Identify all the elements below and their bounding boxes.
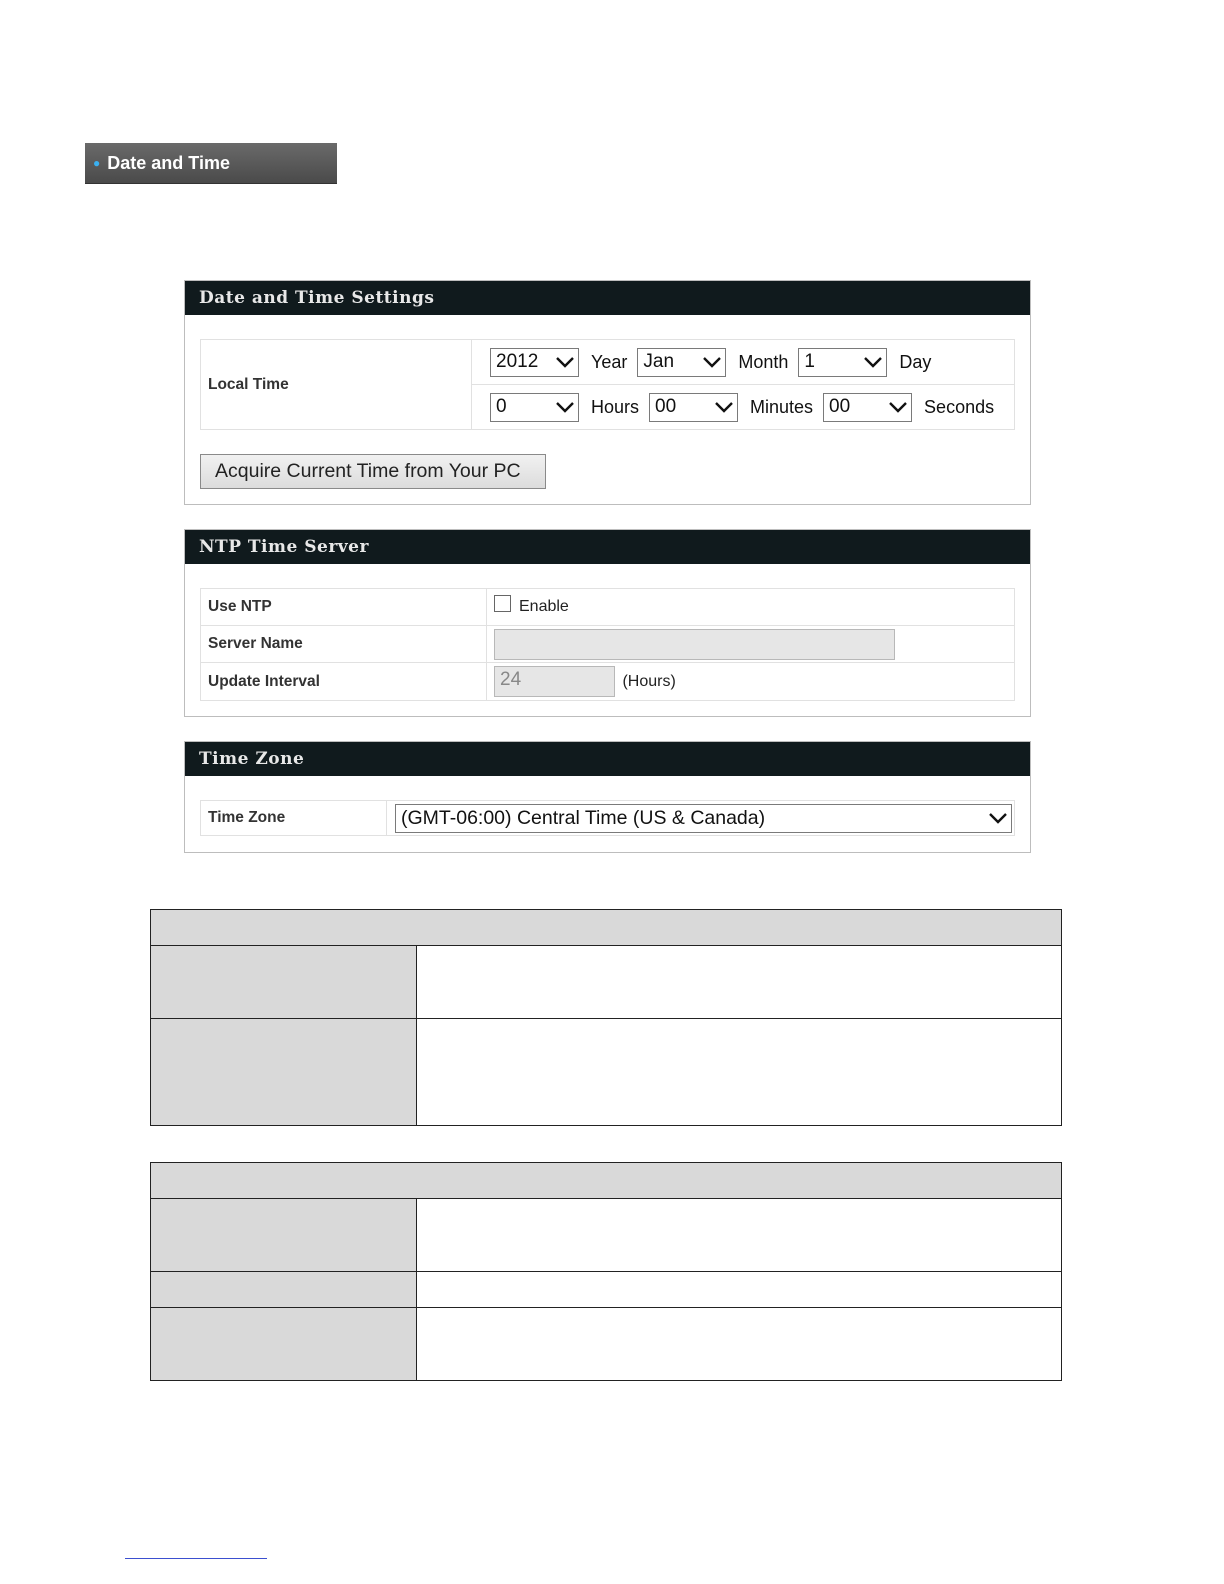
checkbox-icon[interactable] (494, 595, 511, 612)
table-header-row (151, 910, 1062, 946)
ntp-table (200, 588, 1015, 701)
day-select[interactable] (798, 348, 887, 377)
minutes-select[interactable] (649, 393, 738, 422)
table-row-value (417, 1308, 1062, 1381)
time-zone-select[interactable] (395, 804, 1012, 833)
day-unit: Day (899, 351, 932, 372)
year-value: 2012 (496, 351, 539, 372)
update-interval-unit: (Hours) (622, 672, 676, 690)
nav-tab-label: Date and Time (107, 152, 230, 173)
use-ntp-cell (487, 589, 1015, 626)
ntp-time-server-panel (184, 529, 1031, 717)
time-row (472, 385, 1015, 430)
panel-header: Time Zone (185, 742, 1030, 776)
table-row-value (417, 946, 1062, 1019)
chevron-down-icon (703, 356, 721, 368)
table-row-value (417, 1272, 1062, 1308)
local-time-table (200, 339, 1015, 430)
local-time-label: Local Time (201, 340, 472, 430)
table-row-key (151, 1308, 417, 1381)
year-select[interactable] (490, 348, 579, 377)
nav-tab-date-and-time[interactable] (85, 143, 337, 184)
chevron-down-icon (989, 812, 1007, 824)
bullet-icon: ● (93, 156, 101, 170)
date-row (472, 340, 1015, 385)
use-ntp-label: Use NTP (201, 589, 487, 626)
time-zone-value: (GMT-06:00) Central Time (US & Canada) (401, 806, 766, 829)
time-zone-table (200, 800, 1015, 836)
hours-value: 0 (496, 396, 507, 417)
seconds-value: 00 (829, 396, 851, 417)
hours-unit: Hours (591, 396, 640, 417)
date-time-settings-panel (184, 280, 1031, 505)
update-interval-cell (487, 663, 1015, 701)
day-value: 1 (804, 351, 815, 372)
minutes-value: 00 (655, 396, 677, 417)
year-unit: Year (591, 351, 628, 372)
time-zone-panel (184, 741, 1031, 853)
acquire-time-button[interactable]: Acquire Current Time from Your PC (200, 454, 546, 489)
chevron-down-icon (556, 356, 574, 368)
month-select[interactable] (637, 348, 726, 377)
update-interval-label: Update Interval (201, 663, 487, 701)
enable-label: Enable (519, 597, 569, 615)
table-header-row (151, 1163, 1062, 1199)
update-interval-input[interactable]: 24 (494, 666, 615, 697)
month-value: Jan (643, 351, 675, 372)
chevron-down-icon (889, 401, 907, 413)
table-row-value (417, 1199, 1062, 1272)
seconds-unit: Seconds (924, 396, 995, 417)
footer-divider (125, 1558, 267, 1559)
description-table-1 (150, 909, 1062, 1126)
description-table-2 (150, 1162, 1062, 1381)
panel-header: Date and Time Settings (185, 281, 1030, 315)
table-row-key (151, 1019, 417, 1126)
chevron-down-icon (864, 356, 882, 368)
server-name-input[interactable] (494, 629, 895, 660)
table-row-key (151, 946, 417, 1019)
hours-select[interactable] (490, 393, 579, 422)
server-name-cell (487, 626, 1015, 663)
panel-header: NTP Time Server (185, 530, 1030, 564)
time-zone-label: Time Zone (201, 801, 387, 836)
time-zone-cell (387, 801, 1015, 836)
table-row-key (151, 1199, 417, 1272)
server-name-label: Server Name (201, 626, 487, 663)
month-unit: Month (738, 351, 789, 372)
table-row-value (417, 1019, 1062, 1126)
seconds-select[interactable] (823, 393, 912, 422)
chevron-down-icon (715, 401, 733, 413)
chevron-down-icon (556, 401, 574, 413)
panel-body (185, 776, 1030, 851)
minutes-unit: Minutes (750, 396, 814, 417)
table-row-key (151, 1272, 417, 1308)
panel-body (185, 315, 1030, 504)
panel-body (185, 564, 1030, 716)
